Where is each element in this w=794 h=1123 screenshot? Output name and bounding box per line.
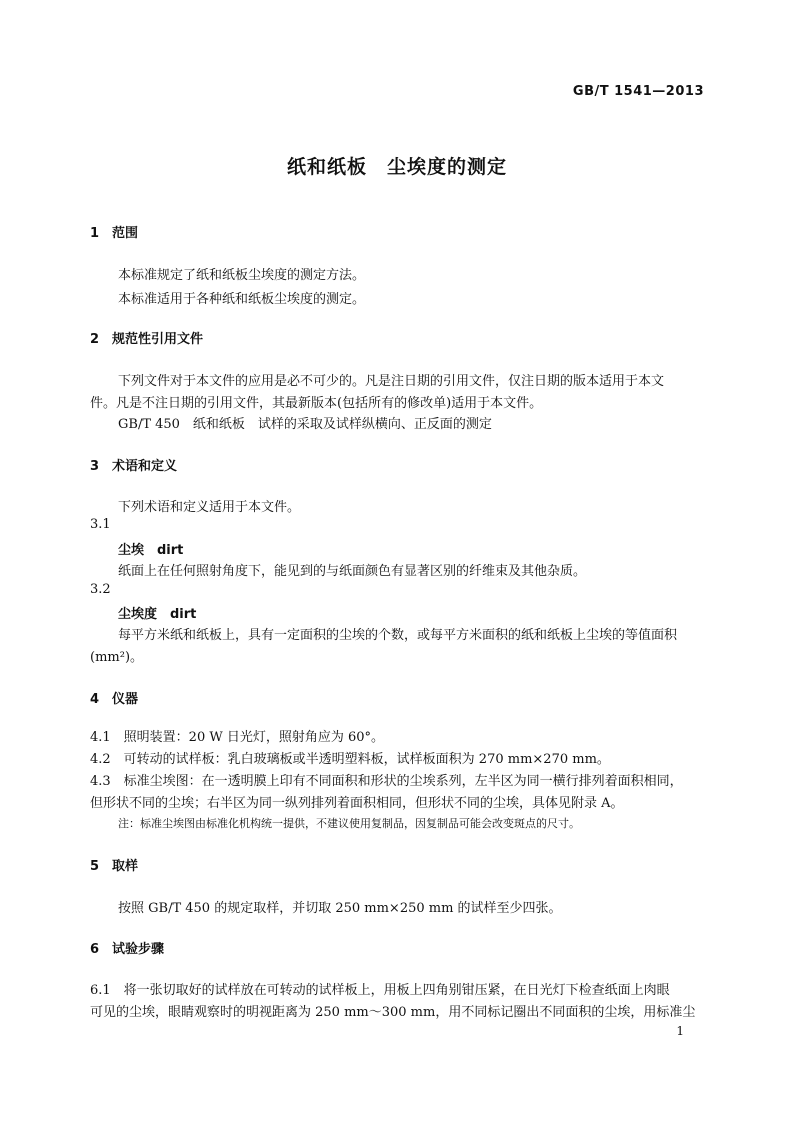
clause-4-1: 4.1 照明装置：20 W 日光灯，照射角应为 60°。	[90, 730, 385, 745]
page-number: 1	[676, 1024, 684, 1038]
term-name: 尘埃 dirt	[118, 543, 184, 558]
section-title: 仪器	[112, 692, 139, 707]
section-number: 4	[90, 692, 100, 707]
term-definition: (mm²)。	[90, 650, 144, 665]
term-name: 尘埃度 dirt	[118, 607, 197, 622]
section-number: 3	[90, 459, 100, 474]
term-definition: 纸面上在任何照射角度下，能见到的与纸面颜色有显著区别的纤维束及其他杂质。	[118, 564, 587, 579]
clause-6-1-cont: 可见的尘埃，眼睛观察时的明视距离为 250 mm～300 mm，用不同标记圈出不同面积的尘埃，用标准尘	[90, 1005, 696, 1020]
section-2-heading	[90, 328, 203, 347]
paragraph: 按照 GB/T 450 的规定取样，并切取 250 mm×250 mm 的试样至少四张。	[118, 901, 562, 916]
normative-reference: GB/T 450 纸和纸板 试样的采取及试样纵横向、正反面的测定	[118, 417, 492, 432]
section-title: 取样	[112, 859, 139, 874]
section-5-heading	[90, 855, 138, 874]
term-definition: 每平方米纸和纸板上，具有一定面积的尘埃的个数，或每平方米面积的纸和纸板上尘埃的等值面积	[118, 628, 678, 643]
clause-4-3-cont: 但形状不同的尘埃；右半区为同一纵列排列着面积相同，但形状不同的尘埃，具体见附录 A。	[90, 796, 624, 811]
paragraph: 下列文件对于本文件的应用是必不可少的。凡是注日期的引用文件，仅注日期的版本适用于本文	[118, 374, 665, 389]
clause-6-1: 6.1 将一张切取好的试样放在可转动的试样板上，用板上四角别钳压紧，在日光灯下检查纸面上肉眼	[90, 983, 670, 998]
section-4-heading	[90, 688, 138, 707]
paragraph: 本标准规定了纸和纸板尘埃度的测定方法。	[118, 268, 366, 283]
clause-4-2: 4.2 可转动的试样板：乳白玻璃板或半透明塑料板，试样板面积为 270 mm×270 mm。	[90, 752, 610, 767]
section-number: 5	[90, 859, 100, 874]
section-number: 1	[90, 226, 100, 241]
section-number: 2	[90, 332, 100, 347]
standard-code: GB/T 1541—2013	[572, 84, 704, 99]
term-number: 3.1	[90, 517, 111, 532]
section-3-heading	[90, 455, 177, 474]
paragraph: 本标准适用于各种纸和纸板尘埃度的测定。	[118, 292, 366, 307]
term-number: 3.2	[90, 582, 111, 597]
note: 注：标准尘埃图由标准化机构统一提供，不建议使用复制品，因复制品可能会改变斑点的尺寸。	[118, 817, 580, 830]
section-6-heading	[90, 938, 164, 957]
section-title: 范围	[112, 226, 139, 241]
section-title: 试验步骤	[112, 942, 165, 957]
clause-4-3: 4.3 标准尘埃图：在一透明膜上印有不同面积和形状的尘埃系列，左半区为同一横行排列着面积相同，	[90, 774, 683, 789]
paragraph: 件。凡是不注日期的引用文件，其最新版本(包括所有的修改单)适用于本文件。	[90, 396, 543, 411]
section-1-heading	[90, 222, 138, 241]
document-title: 纸和纸板 尘埃度的测定	[286, 156, 507, 178]
section-title: 术语和定义	[112, 459, 178, 474]
section-number: 6	[90, 942, 100, 957]
section-title: 规范性引用文件	[112, 332, 204, 347]
paragraph: 下列术语和定义适用于本文件。	[118, 500, 301, 515]
